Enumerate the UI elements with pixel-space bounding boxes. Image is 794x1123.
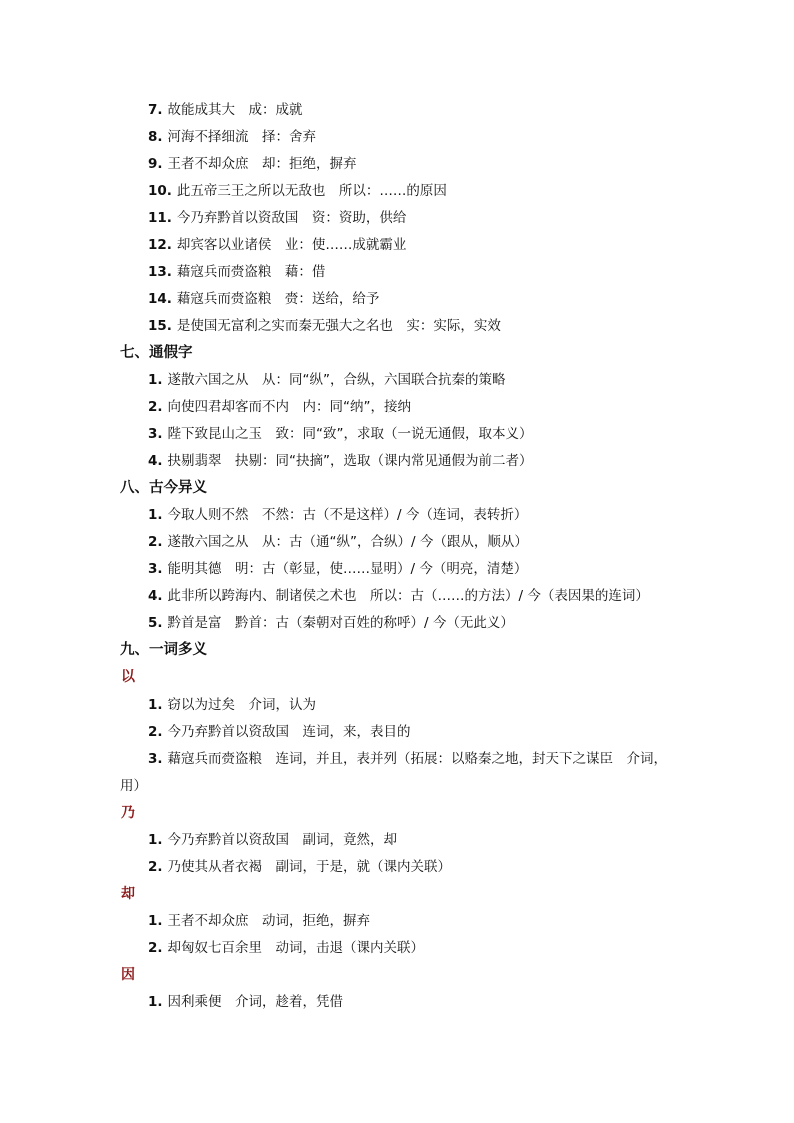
item-number: 3. (148, 561, 163, 577)
list-item (148, 317, 501, 335)
list-item (148, 155, 357, 173)
list-item (148, 696, 316, 714)
word-label-yi: 以 (121, 669, 135, 685)
item-text: 藉寇兵而赍盗粮 藉：借 (176, 264, 326, 280)
list-item (148, 614, 514, 632)
list-item (148, 182, 447, 200)
item-number: 14. (148, 291, 172, 307)
list-item (148, 858, 451, 876)
item-number: 1. (148, 507, 163, 523)
item-text: 能明其德 明：古（彰显，使……显明）/ 今（明亮，清楚） (167, 561, 528, 577)
item-text: 却宾客以业诸侯 业：使……成就霸业 (176, 237, 407, 253)
item-number: 1. (148, 913, 163, 929)
item-text: 藉寇兵而赍盗粮 连词，并且，表并列（拓展：以赂秦之地，封天下之谋臣 介词， (167, 751, 668, 767)
list-item (148, 533, 528, 551)
item-number: 2. (148, 534, 163, 550)
item-text: 王者不却众庶 却：拒绝，摒弃 (167, 156, 357, 172)
item-number: 10. (148, 183, 172, 199)
item-number: 2. (148, 399, 163, 415)
list-item (148, 128, 316, 146)
section-heading-tongjiazi: 七、通假字 (120, 345, 193, 361)
item-number: 1. (148, 372, 163, 388)
item-number: 11. (148, 210, 172, 226)
item-text: 遂散六国之从 从：同“纵”，合纵，六国联合抗秦的策略 (167, 372, 506, 388)
item-number: 8. (148, 129, 163, 145)
item-number: 5. (148, 615, 163, 631)
item-text: 今取人则不然 不然：古（不是这样）/ 今（连词，表转折） (167, 507, 528, 523)
list-item (148, 993, 343, 1011)
item-text: 遂散六国之从 从：古（通“纵”，合纵）/ 今（跟从，顺从） (167, 534, 528, 550)
item-text: 王者不却众庶 动词，拒绝，摒弃 (167, 913, 371, 929)
item-number: 1. (148, 994, 163, 1010)
word-label-que: 却 (121, 886, 135, 902)
item-number: 2. (148, 859, 163, 875)
list-item (148, 750, 667, 768)
item-text: 故能成其大 成：成就 (167, 102, 303, 118)
item-text: 是使国无富利之实而秦无强大之名也 实：实际，实效 (176, 318, 501, 334)
item-number: 2. (148, 724, 163, 740)
list-item (148, 425, 533, 443)
list-item (148, 263, 325, 281)
item-number: 1. (148, 832, 163, 848)
word-label-yin: 因 (121, 967, 135, 983)
item-text: 今乃弃黔首以资敌国 副词，竟然，却 (167, 832, 398, 848)
item-number: 12. (148, 237, 172, 253)
list-item (148, 209, 406, 227)
item-text: 今乃弃黔首以资敌国 资：资助，供给 (176, 210, 407, 226)
section-heading-yiciduoyi: 九、一词多义 (120, 642, 207, 658)
item-text: 藉寇兵而赍盗粮 赍：送给，给予 (176, 291, 380, 307)
item-number: 1. (148, 697, 163, 713)
item-number: 4. (148, 453, 163, 469)
item-text-continuation: 用） (120, 778, 147, 794)
item-number: 9. (148, 156, 163, 172)
list-item (148, 452, 533, 470)
item-text: 今乃弃黔首以资敌国 连词，来，表目的 (167, 724, 411, 740)
item-text: 向使四君却客而不内 内：同“纳”，接纳 (167, 399, 412, 415)
list-item (148, 101, 303, 119)
list-item (148, 560, 527, 578)
item-text: 河海不择细流 择：舍弃 (167, 129, 317, 145)
item-number: 7. (148, 102, 163, 118)
item-text: 此五帝三王之所以无敌也 所以：……的原因 (176, 183, 447, 199)
item-text: 此非所以跨海内、制诸侯之术也 所以：古（……的方法）/ 今（表因果的连词） (167, 588, 649, 604)
item-number: 2. (148, 940, 163, 956)
list-item (148, 290, 379, 308)
item-text: 抉剔翡翠 抉剔：同“抉摘”，选取（课内常见通假为前二者） (167, 453, 533, 469)
section-heading-gujinyiyi: 八、古今异义 (120, 480, 207, 496)
list-item (148, 939, 424, 957)
item-text: 因利乘便 介词，趁着，凭借 (167, 994, 344, 1010)
list-item (148, 912, 370, 930)
list-item (148, 506, 527, 524)
list-item (148, 371, 506, 389)
item-number: 3. (148, 426, 163, 442)
item-text: 却匈奴七百余里 动词，击退（课内关联） (167, 940, 425, 956)
item-text: 陛下致昆山之玉 致：同“致”，求取（一说无通假，取本义） (167, 426, 533, 442)
item-number: 4. (148, 588, 163, 604)
list-item (148, 831, 397, 849)
list-item (148, 398, 411, 416)
list-item (148, 236, 406, 254)
item-text: 窃以为过矣 介词，认为 (167, 697, 317, 713)
list-item (148, 587, 649, 605)
list-item (148, 723, 411, 741)
item-number: 15. (148, 318, 172, 334)
item-number: 3. (148, 751, 163, 767)
word-label-nai: 乃 (121, 805, 135, 821)
item-text: 乃使其从者衣褐 副词，于是，就（课内关联） (167, 859, 452, 875)
item-text: 黔首是富 黔首：古（秦朝对百姓的称呼）/ 今（无此义） (167, 615, 514, 631)
item-number: 13. (148, 264, 172, 280)
